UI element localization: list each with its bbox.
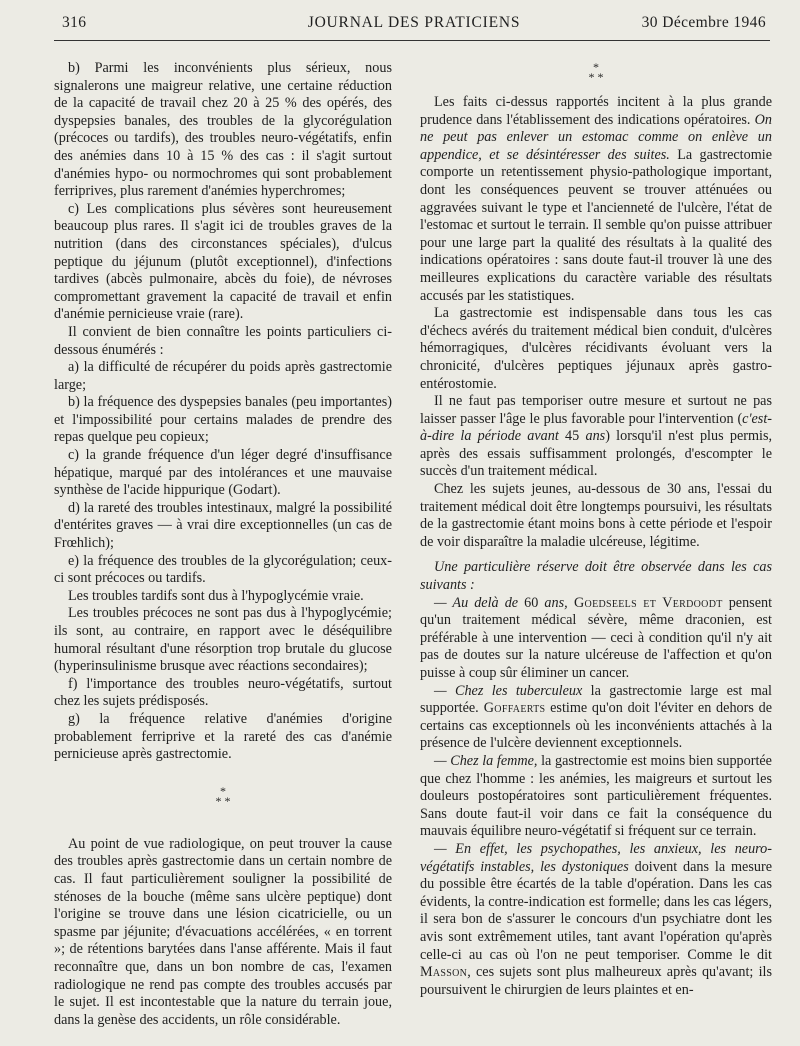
author-name: Masson (420, 964, 468, 981)
paragraph (420, 841, 772, 999)
emphasis: c'est-à-dire la période avant (420, 410, 772, 445)
author-name: Goffaerts (478, 700, 546, 717)
paragraph: Il convient de bien connaître les points particuliers ci-dessous énumérés : (54, 323, 392, 358)
text-run: la gastrectomie large est mal supportée. (420, 682, 772, 717)
list-item: c) la grande fréquence d'un léger degré d'insuffisance hépatique, marqué par des intolérances et une mauvaise synthèse de l'acide hippurique (Godart). (54, 447, 392, 499)
running-header (62, 14, 766, 40)
paragraph (420, 683, 772, 753)
text-run: 45 (558, 428, 586, 445)
separator-stars: * * * (588, 60, 604, 84)
paragraph: c) Les complications plus sévères sont heureusement beaucoup plus rares. Il s'agit ici de troubles graves de la nutrition (dans des circonstances spéciales), d'ulcus peptique du jéjunum (plutôt exceptionnel), d'infections tardives (abcès pulmonaire, abcès du foie), de névroses compromettant gravement la capacité de travail et enfin d'anémie pernicieuse vraie (rare). (54, 200, 392, 323)
section-separator (54, 783, 392, 808)
left-column (54, 60, 392, 1029)
paragraph (420, 393, 772, 481)
emphasis: On ne peut pas enlever un estomac comme on enlève un appendice, et se désintéresser des suites. (420, 111, 772, 163)
emphasis: — Chez les tuberculeux (434, 682, 583, 699)
separator-stars: * * * (215, 783, 231, 808)
list-item: b) la fréquence des dyspepsies banales (peu importantes) et l'impossibilité pour certains malades de prendre des repas quelque peu copieux; (54, 394, 392, 446)
right-column (420, 60, 772, 999)
paragraph: Chez les sujets jeunes, au-dessous de 30 ans, l'essai du traitement médical doit être longtemps poursuivi, les résultats de la gastrectomie étant moins bons à cette période et l'espoir de voir disparaître la maladie ulcéreuse, légitime. (420, 481, 772, 550)
list-item: f) l'importance des troubles neuro-végétatifs, surtout chez les sujets prédisposés. (54, 675, 392, 710)
emphasis: Une particulière réserve doit être observée dans les cas suivants : (420, 559, 772, 594)
paragraph (420, 595, 772, 683)
emphasis: ans, (544, 594, 568, 611)
author-names: Goedseels et Verdoodt (567, 594, 723, 611)
paragraph: b) Parmi les inconvénients plus sérieux, nous signalerons une maigreur relative, une certaine réduction de la capacité de travail chez 20 à 25 % des opérés, des dyspepsies banales, des troubles de la glycorégulation (précoces ou tardifs), des troubles neuro-végétatifs, enfin des anémies dans 10 à 15 % des cas : il s'agit surtout d'anémies hypo- ou normochromes qui sont probablement ferriprives, plus rarement d'anémies hyperchromes; (54, 60, 392, 200)
paragraph (420, 753, 772, 841)
issue-date: 30 Décembre 1946 (641, 14, 766, 31)
paragraph: Les troubles tardifs sont dus à l'hypoglycémie vraie. (68, 587, 364, 604)
text-run: 60 (518, 594, 545, 611)
paragraph: Au point de vue radiologique, on peut trouver la cause des troubles après gastrectomie dans un certain nombre de cas. Il faut particulièrement souligner la possibilité de sténoses de la bouche (même sans ulcère peptique) dont l'origine se trouve dans une lésion cicatricielle, ou un spasme par jéjunite; d'évacuations accélérées, « en torrent »; de rétentions barytées dans l'anse afférente. Mais il faut reconnaître que, dans un bon nombre de cas, l'examen radiologique ne rend pas compte des troubles accusés par le sujet. Il est incontestable que la nature du terrain joue, dans la genèse des accidents, un rôle considérable. (54, 835, 392, 1028)
text-run: Les faits ci-dessus rapportés incitent à la plus grande prudence dans l'établissement des indications opératoires. (420, 94, 772, 128)
header-rule (54, 40, 770, 41)
emphasis: — Au delà de (434, 594, 519, 611)
paragraph (420, 559, 772, 594)
text-run: ) lorsqu'il n'est plus permis, après des essais suffisamment prolongés, d'escompter le succès d'un traitement médical. (420, 428, 773, 480)
journal-title: JOURNAL DES PRATICIENS (307, 14, 521, 31)
paragraph (420, 94, 772, 305)
list-item: d) la rareté des troubles intestinaux, malgré la possibilité d'entérites graves — à vrai dire exceptionnelles (un cas de Frœhlich); (54, 499, 392, 552)
text-run: estime qu'on doit l'éviter en dehors de certains cas exceptionnels où les inconvénients attachés à la présence de l'ulcère deviennent exceptionnels. (420, 700, 773, 752)
text-run: pensent qu'un traitement médical sévère, même draconien, est préférable à une intervention — ceci à condition qu'il n'y ait pas de doutes sur la nature ulcéreuse de l'affection et qu'on puisse à coup sûr éliminer un cancer. (420, 594, 773, 681)
text-run: Il ne faut pas temporiser outre mesure et surtout ne pas laisser passer l'âge le plus favorable pour l'intervention ( (420, 393, 772, 427)
text-run: , ces sujets sont plus malheureux après qu'avant; ils poursuivent le chirurgien de leurs plaintes et en- (420, 964, 772, 998)
list-item: e) la fréquence des troubles de la glycorégulation; ceux-ci sont précoces ou tardifs. (54, 552, 392, 587)
text-run: doivent dans la mesure du possible être écartés de la table d'opération. Dans les cas évidents, la contre-indication est formelle; dans les cas légers, il sera bon de s'assurer le concours d'un psychiatre dont les avis sont extrêmement utiles, tant avant l'opération qu'après celle-ci au cas où l'on ne peut temporiser. Comme le dit (420, 858, 772, 963)
emphasis: ans (585, 428, 606, 445)
emphasis: — En effet, les psychopathes, les anxieux, les neuro-végétatifs instables, les dystoniques (420, 840, 772, 875)
page-number: 316 (62, 14, 87, 31)
list-item: g) la fréquence relative d'anémies d'origine probablement ferriprive et la rareté des cas d'anémie pernicieuse après gastrectomie. (54, 710, 392, 763)
text-run: la gastrectomie est moins bien supportée que chez l'homme : les anémies, les maigreurs et surtout les douleurs postopératoires sont particulièrement fréquentes. Sans doute faut-il voir dans ce fait la conséquence du mauvais équilibre neuro-végétatif si fréquent sur ce terrain. (420, 752, 772, 840)
list-item: a) la difficulté de récupérer du poids après gastrectomie large; (54, 359, 392, 393)
emphasis: — Chez la femme, (434, 752, 538, 769)
text-run: La gastrectomie comporte un retentissement physio-pathologique important, dont les conséquences peuvent se trouver atténuées ou aggravées suivant le type et l'ancienneté de l'ulcère, l'état de l'estomac et surtout le terrain. Il semble qu'on puisse attribuer pour une large part la qualité des résultats à la qualité des indications opératoires : sans doute faut-il trouver là une des meilleures explications du caractère variable des résultats accusés par les statistiques. (420, 146, 772, 304)
paragraph: La gastrectomie est indispensable dans tous les cas d'échecs avérés du traitement médical bien conduit, d'ulcères hémorragiques, d'ulcères récidivants évoluant vers la chronicité, d'ulcères peptiques jéjunaux après gastro-entérostomie. (420, 305, 772, 392)
paragraph: Les troubles précoces ne sont pas dus à l'hypoglycémie; ils sont, au contraire, en rapport avec le déséquilibre humoral résultant d'une résorption trop brutale du glucose (hyperinsulinisme brusque avec réactions secondaires); (54, 605, 392, 675)
section-separator (420, 62, 772, 82)
